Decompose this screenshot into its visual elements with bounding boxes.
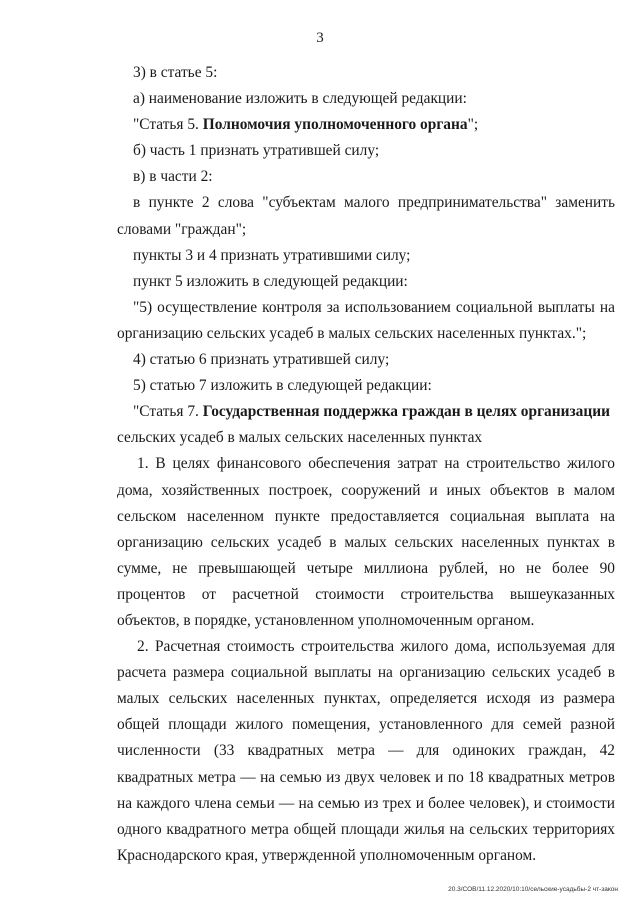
paragraph-6: в пункте 2 слова "субъектам малого предпринимательства" заменить словами "граждан";: [117, 194, 615, 238]
paragraph-10: 4) статью 6 признать утратившей силу;: [133, 351, 390, 369]
paragraph-8: пункт 5 изложить в следующей редакции:: [133, 272, 408, 290]
paragraph-13: 2. Расчетная стоимость строительства жилого дома, используемая для расчета размера социальной выплаты на организацию сельских усадеб в малых сельских населенных пунктах, определяется исходя из размера общей площади жилого помещения, установленного для семей разной численности (33 квадратных метра — для одиноких граждан, 42 квадратных метра — на семью из двух человек и по 18 квадратных метров на каждого члена семьи — на семью из трех и более человек), и стоимости одного квадратного метра общей площади жилья на сельских территориях Краснодарского края, утвержденной уполномоченным органом.: [117, 638, 615, 864]
paragraph-11: 5) статью 7 изложить в следующей редакции:: [133, 377, 432, 395]
document-footer-code: 20.3/СОВ/11.12.2020/10:10/сельские-усадьбы-2 чт-закон: [448, 886, 618, 893]
article-7-title-line-1: Государственная поддержка граждан в целях организации: [202, 403, 610, 421]
paragraph-2: а) наименование изложить в следующей редакции:: [133, 90, 467, 108]
paragraph-5: в) в части 2:: [133, 168, 213, 186]
article-5-suffix: ";: [467, 116, 479, 134]
article-7-heading: [117, 399, 615, 425]
paragraph-7: пункты 3 и 4 признать утратившими силу;: [133, 246, 411, 264]
paragraph-4: б) часть 1 признать утратившей силу;: [133, 142, 380, 160]
article-5-title: Полномочия уполномоченного органа: [202, 116, 468, 134]
article-7-title-line-2: сельских усадеб в малых сельских населенных пунктах: [117, 429, 483, 447]
paragraph-9: "5) осуществление контроля за использованием социальной выплаты на организацию сельских усадеб в малых сельских населенных пунктах.";: [117, 298, 615, 342]
paragraph-1: 3) в статье 5:: [133, 64, 218, 81]
article-7-prefix: "Статья 7.: [133, 403, 203, 421]
page-number: 3: [316, 30, 324, 46]
paragraph-12: 1. В целях финансового обеспечения затрат на строительство жилого дома, хозяйственных построек, сооружений и иных объектов в малом сельском населенном пункте предоставляется социальная выплата на организацию сельских усадеб в малых сельских населенных пунктах в сумме, не превышающей четыре миллиона рублей, но не более 90 процентов от расчетной стоимости строительства вышеуказанных объектов, в порядке, установленном уполномоченным органом.: [117, 455, 615, 629]
article-5-prefix: "Статья 5.: [133, 116, 203, 134]
paragraph-3: [117, 112, 615, 138]
document-body: [117, 60, 615, 869]
